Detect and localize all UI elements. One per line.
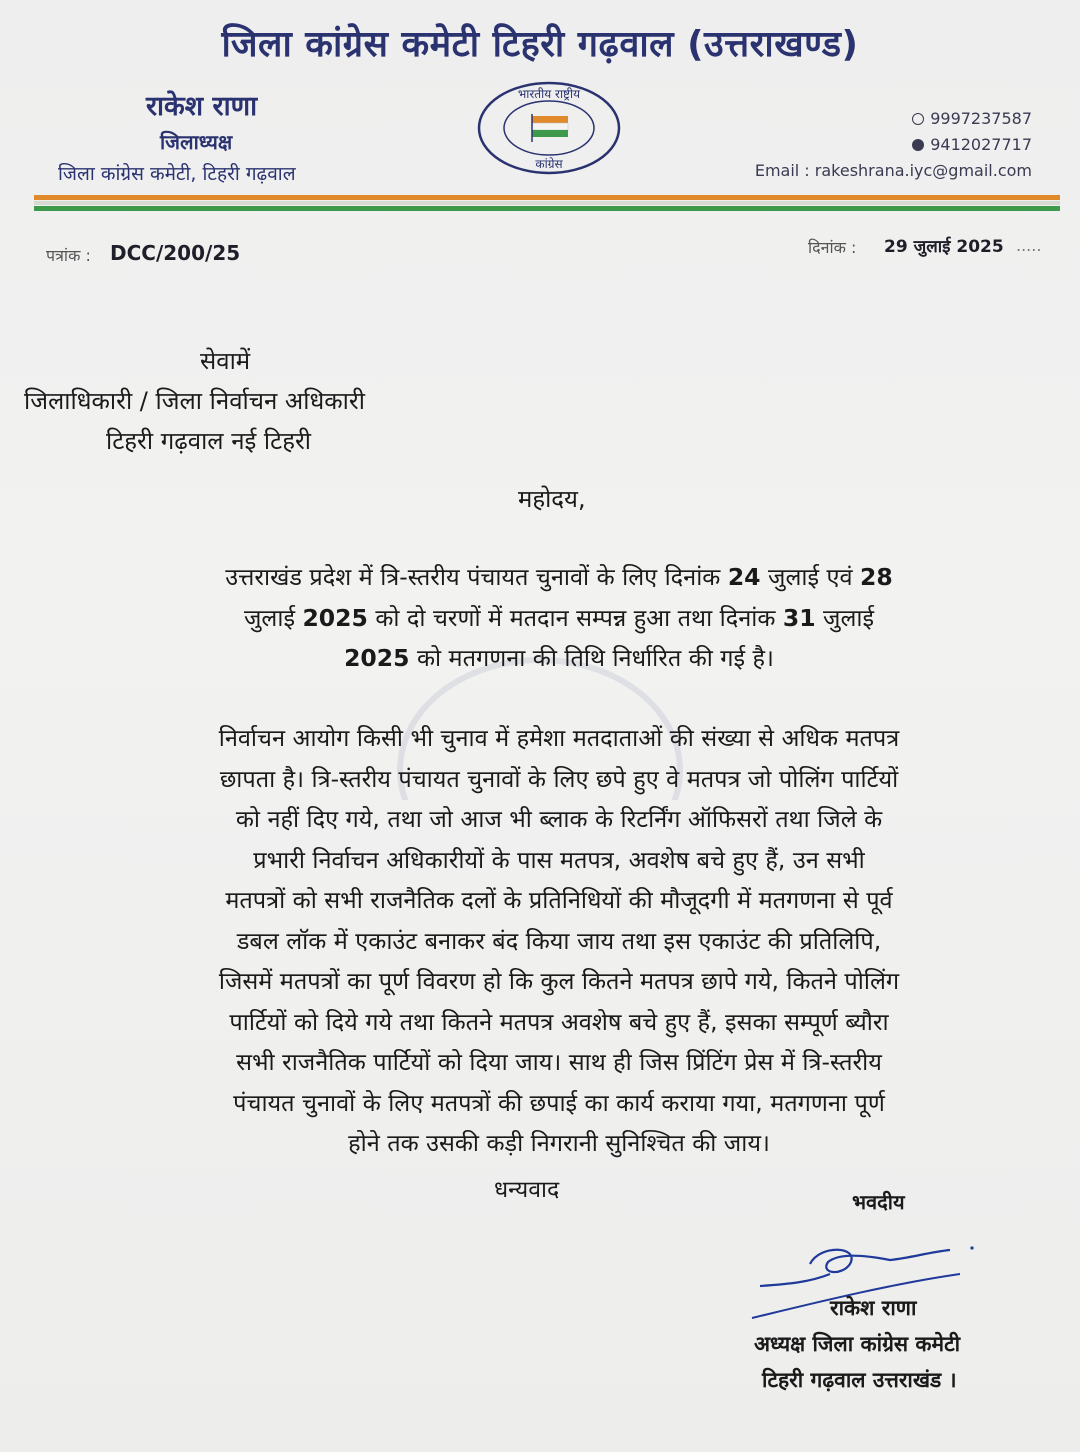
leader-name: राकेश राणा [146, 91, 258, 122]
phone-number-2: 9412027717 [930, 135, 1032, 154]
paragraph-2-line: सभी राजनैतिक पार्टियों को दिया जाय। साथ ही जिस प्रिंटिंग प्रेस में त्रि-स्तरीय [236, 1048, 882, 1076]
phone-row [755, 106, 1032, 132]
tricolor-divider [34, 195, 1060, 213]
addressee-line-1: सेवामें [200, 347, 251, 375]
reference-label: पत्रांक : [46, 246, 91, 265]
emblem-text-top: भारतीय राष्ट्रीय [517, 87, 581, 101]
date-dots: ..... [1016, 236, 1042, 255]
mobile-row [755, 132, 1032, 158]
reference-number: DCC/200/25 [110, 241, 241, 265]
paragraph-2-line: प्रभारी निर्वाचन अधिकारीयों के पास मतपत्र, अवशेष बचे हुए हैं, उन सभी [253, 845, 865, 874]
white-stripe [34, 201, 1060, 205]
saffron-stripe [34, 195, 1060, 200]
paragraph-2-line: जिसमें मतपत्रों का पूर्ण विवरण हो कि कुल कितने मतपत्र छापे गये, कितने पोलिंग [218, 967, 900, 995]
paragraph-2-line: पंचायत चुनावों के लिए मतपत्रों की छपाई का कार्य कराया गया, मतगणना पूर्ण [233, 1088, 885, 1117]
green-stripe [34, 206, 1060, 211]
congress-emblem-icon [474, 78, 624, 178]
paragraph-2-line: होने तक उसकी कड़ी निगरानी सुनिश्चित की जाय। [348, 1129, 770, 1157]
email-row: Email : rakeshrana.iyc@gmail.com [754, 161, 1032, 180]
phone-icon [912, 113, 924, 125]
paragraph-2-line: पार्टियों को दिये गये तथा कितने मतपत्र अवशेष बचे हुए हैं, इसका सम्पूर्ण ब्यौरा [229, 1007, 889, 1036]
paragraph-1-line-1: उत्तराखंड प्रदेश में त्रि-स्तरीय पंचायत चुनावों के लिए दिनांक 24 जुलाई एवं 28 [225, 563, 893, 591]
whatsapp-icon [912, 139, 924, 151]
organization-title: जिला कांग्रेस कमेटी टिहरी गढ़वाल (उत्तराखण्ड) [221, 24, 859, 65]
leader-role: जिलाध्यक्ष [160, 130, 233, 154]
addressee-line-2: जिलाधिकारी / जिला निर्वाचन अधिकारी [24, 387, 365, 415]
paragraph-1-line-3: 2025 को मतगणना की तिथि निर्धारित की गई है। [344, 644, 774, 672]
date-label: दिनांक : [808, 238, 857, 257]
paragraph-2-line: को नहीं दिए गये, तथा जो आज भी ब्लाक के रिटर्निंग ऑफिसरों तथा जिले के [235, 805, 883, 833]
paragraph-2-line: निर्वाचन आयोग किसी भी चुनाव में हमेशा मतदाताओं की संख्या से अधिक मतपत्र [218, 724, 900, 752]
phone-number-1: 9997237587 [930, 109, 1032, 128]
yours-text: भवदीय [852, 1190, 905, 1214]
paragraph-1-line-2: जुलाई 2025 को दो चरणों में मतदान सम्पन्न हुआ तथा दिनांक 31 जुलाई [243, 603, 875, 632]
contact-block [755, 106, 1032, 184]
signatory-title: अध्यक्ष जिला कांग्रेस कमेटी [754, 1332, 961, 1356]
signatory-place: टिहरी गढ़वाल उत्तराखंड । [762, 1368, 957, 1392]
paragraph-1 [128, 557, 990, 679]
leader-committee: जिला कांग्रेस कमेटी, टिहरी गढ़वाल [58, 163, 296, 185]
paragraph-2 [128, 718, 990, 1164]
paragraph-2-line: छापता है। त्रि-स्तरीय पंचायत चुनावों के लिए छपे हुए वे मतपत्र जो पोलिंग पार्टियों [219, 764, 899, 793]
thanks-text: धन्यवाद [494, 1177, 560, 1203]
addressee-line-3: टिहरी गढ़वाल नई टिहरी [106, 427, 312, 455]
emblem-text-bottom: कांग्रेस [535, 157, 563, 171]
paragraph-2-line: मतपत्रों को सभी राजनैतिक दलों के प्रतिनिधियों की मौजूदगी में मतगणना से पूर्व [225, 886, 893, 914]
letter-date: 29 जुलाई 2025 [884, 237, 1004, 257]
signatory-name: राकेश राणा [830, 1296, 917, 1320]
salutation: महोदय, [518, 485, 586, 513]
paragraph-2-line: डबल लॉक में एकाउंट बनाकर बंद किया जाय तथा इस एकाउंट की प्रतिलिपि, [236, 926, 882, 955]
